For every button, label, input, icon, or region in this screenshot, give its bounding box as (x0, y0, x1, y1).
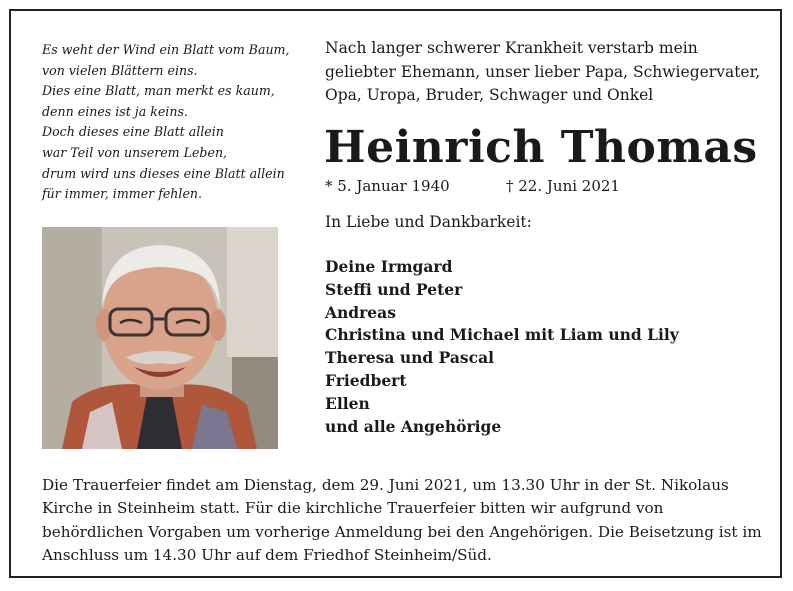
mourner-entry: und alle Angehörige (325, 416, 502, 436)
poem-line: Dies eine Blatt, man merkt es kaum, (42, 83, 275, 99)
poem-line: von vielen Blättern eins. (42, 62, 198, 78)
mourner-entry: Christina und Michael mit Liam und Lily (325, 325, 679, 345)
poem-line: war Teil von unserem Leben, (42, 144, 228, 160)
funeral-details: Die Trauerfeier findet am Dienstag, dem 29. Juni 2021, um 13.30 Uhr in der St. Nikolaus Kirche in Steinheim statt. Für die kirchliche Trauerfeier bitten wir aufgrund von behördlichen Vorgaben um vorherige Anmeldung bei den Angehörigen. Die Beisetzung ist im Anschluss um 14.30 Uhr auf dem Friedhof Steinheim/Süd. (42, 476, 762, 564)
poem-line: für immer, immer fehlen. (42, 186, 203, 202)
announcement-text: Nach langer schwerer Krankheit verstarb mein geliebter Ehemann, unser lieber Papa, Schwiegervater, Opa, Uropa, Bruder, Schwager und Onkel (325, 39, 761, 104)
mourner-entry: Andreas (325, 302, 396, 322)
death-date: † 22. Juni 2021 (506, 177, 620, 195)
birth-date: * 5. Januar 1940 (325, 177, 450, 195)
poem (42, 40, 292, 205)
mourner-entry: Theresa und Pascal (325, 348, 495, 368)
mourner-entry: Steffi und Peter (325, 279, 463, 299)
poem-line: denn eines ist ja keins. (42, 103, 188, 119)
thanks-line: In Liebe und Dankbarkeit: (325, 213, 532, 231)
mourner-entry: Deine Irmgard (325, 257, 453, 276)
portrait-illustration (42, 227, 278, 449)
mourner-entry: Ellen (325, 393, 370, 413)
poem-line: drum wird uns dieses eine Blatt allein (42, 165, 285, 181)
mourner-entry: Friedbert (325, 370, 407, 390)
portrait-photo (42, 227, 278, 449)
deceased-name: Heinrich Thomas (324, 122, 758, 173)
poem-line: Doch dieses eine Blatt allein (42, 124, 224, 140)
poem-line: Es weht der Wind ein Blatt vom Baum, (42, 42, 290, 57)
mourners-list (325, 256, 679, 438)
